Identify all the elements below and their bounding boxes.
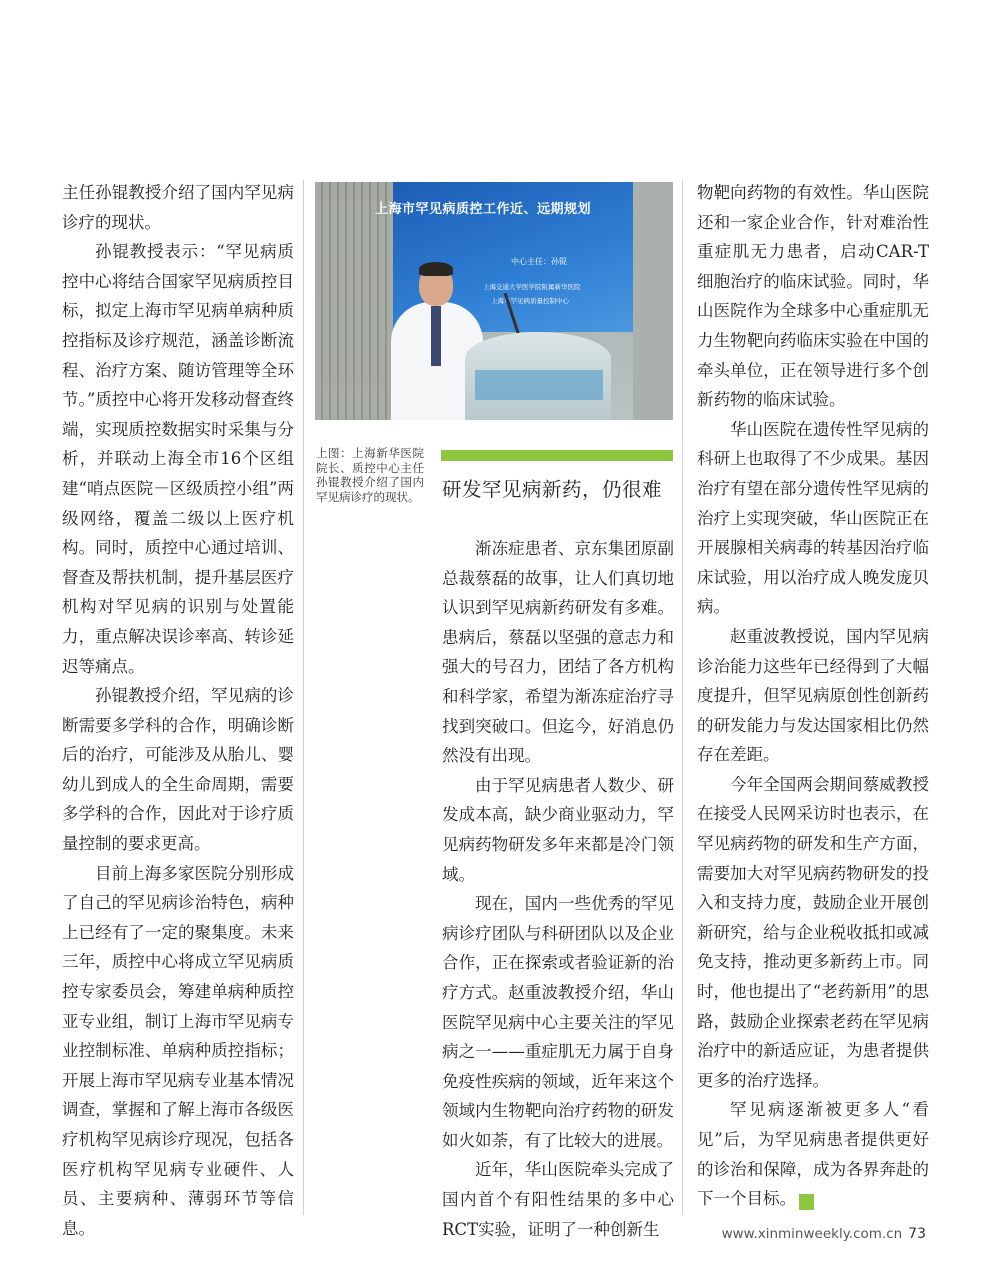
photo-screen-title: 上海市罕见病质控工作近、远期规划 [375, 202, 592, 217]
column-divider [682, 180, 683, 1215]
paragraph: 孙锟教授介绍，罕见病的诊断需要多学科的合作，明确诊断后的治疗，可能涉及从胎儿、婴幼儿到成人的全生命周期，需要多学科的合作，因此对于诊疗质量控制的要求更高。 [62, 686, 294, 854]
paragraph: 今年全国两会期间蔡威教授在接受人民网采访时也表示，在罕见病药物的研发和生产方面，需要加大对罕见病药物研发的投入和支持力度，鼓励企业开展创新研究，给与企业税收抵扣或减免支持，推动更多新药上市。同时，他也提出了“老药新用”的思路，鼓励企业探索老药在罕见病治疗中的新适应证，为患者提供更多的治疗选择。 [697, 774, 929, 1090]
paragraph: 物靶向药物的有效性。华山医院还和一家企业合作，针对难治性重症肌无力患者，启动CAR-T细胞治疗的临床试验。同时，华山医院作为全球多中心重症肌无力生物靶向药临床实验在中国的牵头单位，正在领导进行多个创新药物的临床试验。 [697, 183, 929, 410]
photo-podium-banner [475, 370, 603, 400]
news-photo [315, 182, 673, 420]
photo-speaker-hair [419, 262, 453, 276]
paragraph [697, 1095, 929, 1213]
section-accent-bar [441, 450, 673, 461]
photo-screen-subtitle: 中心主任：孙锟 [511, 257, 567, 266]
paragraph: 目前上海多家医院分别形成了自己的罕见病诊治特色，病种上已经有了一定的聚集度。未来三年，质控中心将成立罕见病质控专家委员会，筹建单病种质控亚专业组，制订上海市罕见病专业控制标准、单病种质控指标；开展上海市罕见病专业基本情况调查，掌握和了解上海市各级医疗机构罕见病诊疗现况，包括各医疗机构罕见病专业硬件、人员、主要病种、薄弱环节等信息。 [62, 863, 294, 1238]
photo-speaker-tie [431, 306, 441, 366]
photo-wall-panel [315, 182, 393, 420]
photo-wall-panel [633, 182, 673, 420]
paragraph: 赵重波教授说，国内罕见病诊治能力这些年已经得到了大幅度提升，但罕见病原创性创新药的研发能力与发达国家相比仍然存在差距。 [697, 626, 929, 765]
page-number: 73 [908, 1226, 926, 1242]
paragraph: 华山医院在遗传性罕见病的科研上也取得了不少成果。基因治疗有望在部分遗传性罕见病的治疗上实现突破，华山医院正在开展腺相关病毒的转基因治疗临床试验，用以治疗成人晚发庞贝病。 [697, 419, 929, 617]
photo-caption: 上图：上海新华医院院长、质控中心主任孙锟教授介绍了国内罕见病诊疗的现状。 [316, 446, 424, 504]
paragraph: 由于罕见病患者人数少、研发成本高，缺少商业驱动力，罕见病药物研发多年来都是冷门领域。 [442, 775, 674, 884]
section-heading: 研发罕见病新药，仍很难 [442, 478, 663, 501]
paragraph: 主任孙锟教授介绍了国内罕见病诊疗的现状。 [62, 183, 294, 232]
paragraph-text: 罕见病逐渐被更多人“看见”后，为罕见病患者提供更好的诊治和保障，成为各界奔赴的下一个目标。 [697, 1100, 929, 1209]
photo-screen-subtitle: 上海市罕见病质量控制中心 [491, 297, 569, 305]
article-column-right [697, 178, 929, 1214]
paragraph: 孙锟教授表示：“罕见病质控中心将结合国家罕见病质控目标，拟定上海市罕见病单病种质控指标及诊疗规范，涵盖诊断流程、治疗方案、随访管理等全环节。”质控中心将开发移动督查终端，实现质控数据实时采集与分析，并联动上海全市16个区组建“哨点医院－区级质控小组”两级网络，覆盖二级以上医疗机构。同时，质控中心通过培训、督查及帮扶机制，提升基层医疗机构对罕见病的识别与处置能力，重点解决误诊率高、转诊延迟等痛点。 [62, 242, 294, 676]
paragraph: 渐冻症患者、京东集团原副总裁蔡磊的故事，让人们真切地认识到罕见病新药研发有多难。患病后，蔡磊以坚强的意志力和强大的号召力，团结了各方机构和科学家，希望为渐冻症治疗寻找到突破口。但迄今，好消息仍然没有出现。 [442, 539, 674, 766]
article-column-left [62, 178, 294, 1243]
end-mark-logo: 民 [799, 1194, 814, 1210]
page-footer [722, 1226, 926, 1242]
paragraph: 近年，华山医院牵头完成了国内首个有阳性结果的多中心RCT实验，证明了一种创新生 [442, 1160, 674, 1239]
photo-screen-subtitle: 上海交通大学医学院附属新华医院 [483, 283, 581, 291]
column-divider [303, 180, 304, 1215]
footer-url[interactable]: www.xinminweekly.com.cn [721, 1226, 903, 1242]
paragraph: 现在，国内一些优秀的罕见病诊疗团队与科研团队以及企业合作，正在探索或者验证新的治疗方式。赵重波教授介绍，华山医院罕见病中心主要关注的罕见病之一——重症肌无力属于自身免疫性疾病的领域，近年来这个领域内生物靶向治疗药物的研发如火如荼，有了比较大的进展。 [442, 894, 674, 1150]
article-column-middle [442, 534, 674, 1244]
